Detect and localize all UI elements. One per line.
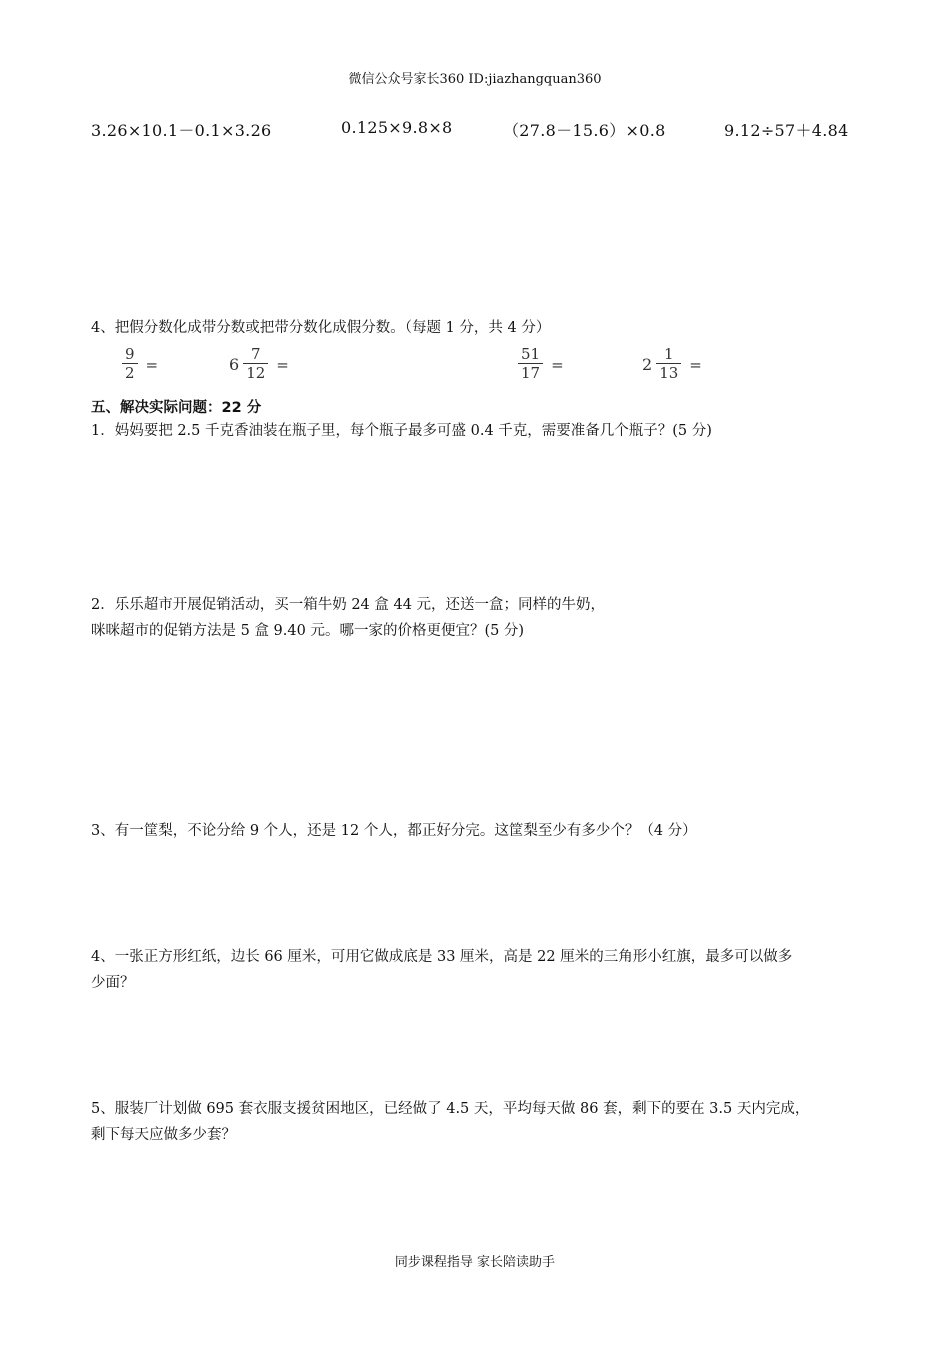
fraction [518,346,543,383]
expression-3: （27.8－15.6）×0.8 [503,121,666,140]
page-footer: 同步课程指导 家长陪读助手 [394,1255,556,1270]
problem-4-line-1: 4、一张正方形红纸，边长 66 厘米，可用它做成底是 33 厘米，高是 22 厘米的三角形小红旗，最多可以做多 [91,949,793,965]
whole-part: 2 [642,355,653,374]
expression-4: 9.12÷57＋4.84 [724,121,849,140]
section-5-title: 五、解决实际问题：22 分 [91,400,262,416]
fraction [243,346,268,383]
fraction-item-3 [516,346,564,383]
page-header: 微信公众号家长360 ID:jiazhangquan360 [348,72,602,87]
fraction-item-1 [120,346,158,383]
numerator: 51 [521,345,541,363]
problem-3: 3、有一筐梨，不论分给 9 个人，还是 12 个人，都正好分完。这筐梨至少有多少个？（4 分） [91,823,697,839]
problem-2-line-1: 2．乐乐超市开展促销活动，买一箱牛奶 24 盒 44 元，还送一盒；同样的牛奶， [91,597,606,613]
numerator: 7 [250,345,261,363]
expression-1: 3.26×10.1－0.1×3.26 [91,121,272,140]
expression-2: 0.125×9.8×8 [341,118,453,137]
whole-part: 6 [229,355,240,374]
fraction-item-2 [229,346,289,383]
fraction [122,346,138,383]
problem-1: 1．妈妈要把 2.5 千克香油装在瓶子里，每个瓶子最多可盛 0.4 千克，需要准备几个瓶子？(5 分) [91,423,712,439]
problem-5-line-2: 剩下每天应做多少套？ [91,1127,236,1143]
fraction-item-4 [642,346,702,383]
problem-4-line-2: 少面？ [91,975,135,991]
numerator: 9 [125,345,135,363]
equals-sign: = [276,355,289,374]
denominator: 2 [125,364,135,382]
problem-5-line-1: 5、服装厂计划做 695 套衣服支援贫困地区，已经做了 4.5 天，平均每天做 86 套，剩下的要在 3.5 天内完成， [91,1101,810,1117]
numerator: 1 [663,345,674,363]
section-4-title: 4、把假分数化成带分数或把带分数化成假分数。（每题 1 分，共 4 分） [91,320,551,336]
problem-2-line-2: 咪咪超市的促销方法是 5 盒 9.40 元。哪一家的价格更便宜？(5 分) [91,623,525,639]
denominator: 17 [521,364,541,382]
equals-sign: = [689,355,702,374]
denominator: 12 [246,364,266,382]
fraction [656,346,681,383]
equals-sign: = [145,355,159,374]
equals-sign: = [551,355,564,374]
denominator: 13 [659,364,679,382]
